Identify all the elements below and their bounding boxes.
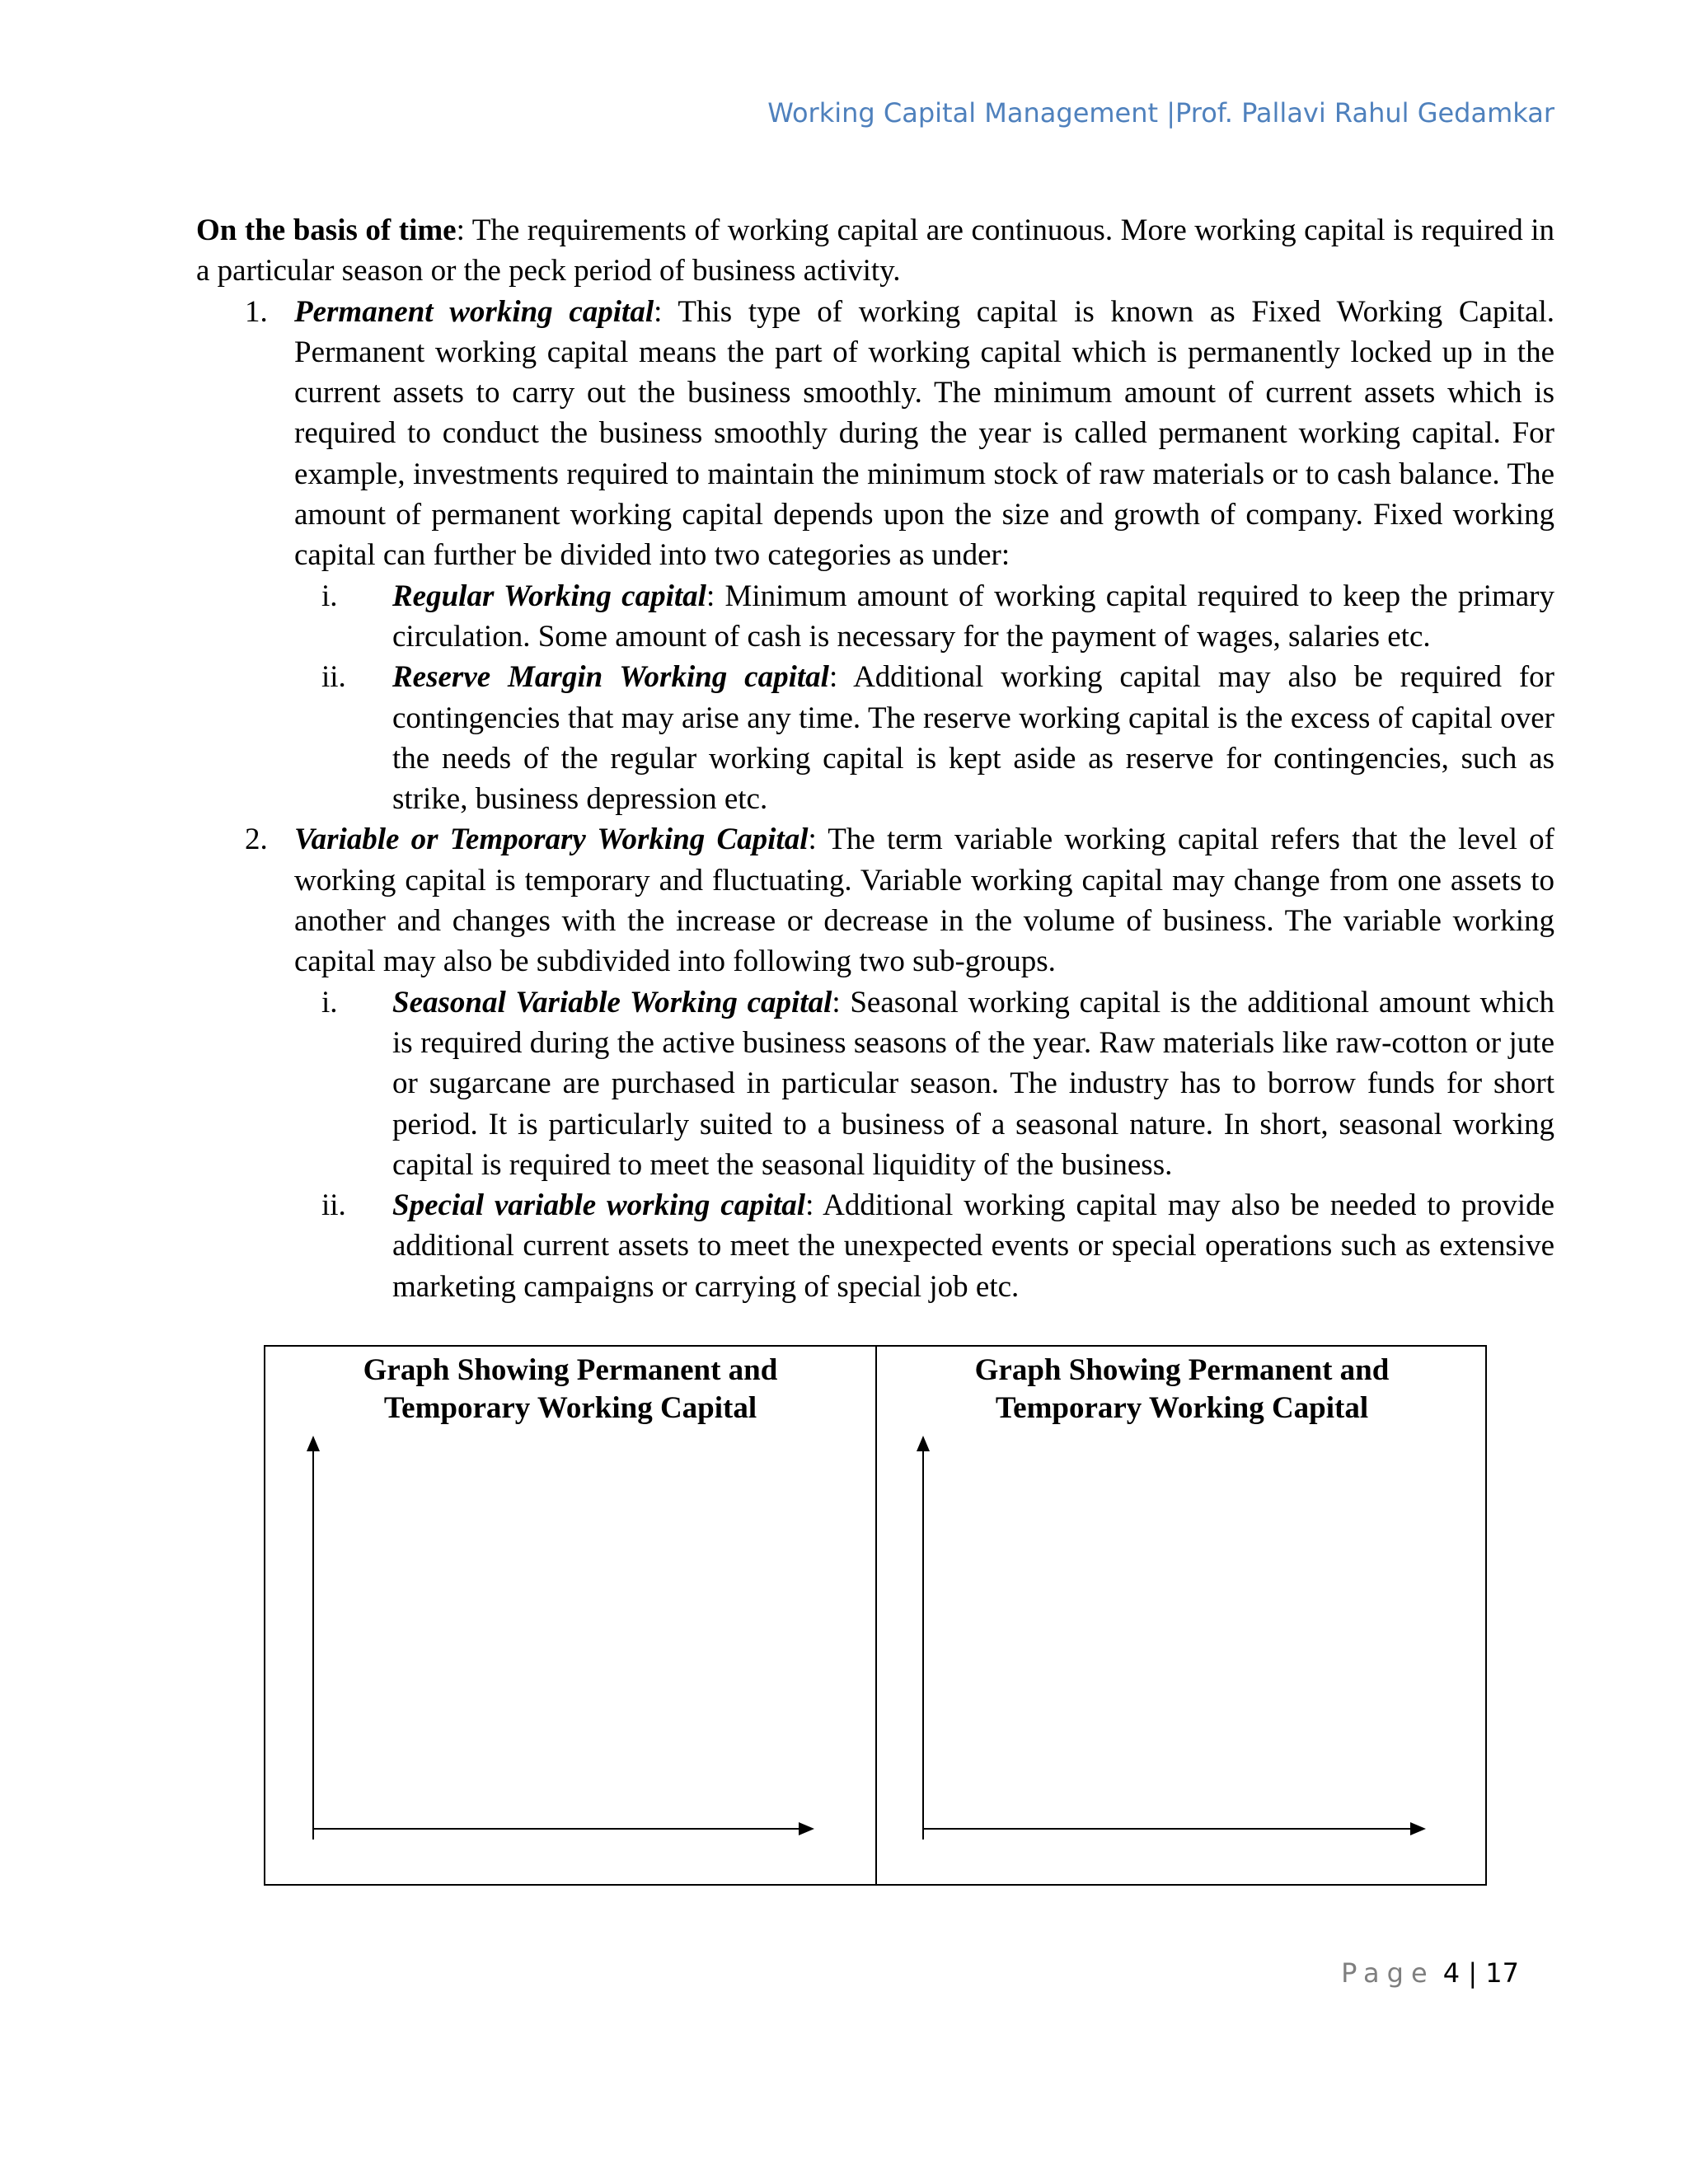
graph-title-line: Graph Showing Permanent and <box>974 1353 1390 1387</box>
page-footer <box>1341 1957 1519 1989</box>
graph-panel-left <box>265 1347 875 1884</box>
item-term: Permanent working capital <box>294 294 654 329</box>
running-header: Working Capital Management |Prof. Pallavi Rahul Gedamkar <box>767 97 1554 129</box>
page-number: 4 | 17 <box>1442 1957 1519 1989</box>
x-axis-arrowhead <box>1410 1822 1426 1835</box>
graph-title-line: Temporary Working Capital <box>383 1391 757 1425</box>
page-label: Page <box>1341 1957 1435 1989</box>
intro-text: : The requirements of working capital are continuous. More working capital is required in a particular season or the peck period of business activity. <box>196 213 1555 288</box>
subitem-seasonal <box>196 982 1554 1185</box>
subitem-term: Seasonal Variable Working capital <box>392 985 832 1019</box>
subitem-term: Regular Working capital <box>392 579 706 613</box>
sublist-marker: i. <box>321 579 338 613</box>
subitem-text: : Additional working capital may also be needed to provide additional current assets to meet the unexpected events or special operations such as extensive marketing campaigns or carrying of special job etc. <box>392 1188 1554 1304</box>
graph-axes <box>877 1347 1487 1884</box>
list-item-variable <box>196 819 1554 982</box>
list-marker: 2. <box>245 823 268 857</box>
body-text <box>196 210 1554 1307</box>
intro-term: On the basis of time <box>196 213 457 247</box>
item-text: : This type of working capital is known as Fixed Working Capital. Permanent working capital means the part of working capital which is permanently locked up in the current assets to carry out the business smoothly. The minimum amount of current assets which is required to conduct the business smoothly during the year is called permanent working capital. For example, investments required to maintain the minimum stock of raw materials or to cash balance. The amount of permanent working capital depends upon the size and growth of company. Fixed working capital can further be divided into two categories as under: <box>294 294 1554 573</box>
y-axis-arrowhead <box>917 1436 930 1451</box>
graph-table <box>264 1345 1487 1886</box>
list-item-permanent <box>196 292 1554 576</box>
subitem-term: Special variable working capital <box>392 1188 806 1223</box>
graph-title-line: Graph Showing Permanent and <box>363 1353 778 1387</box>
graph-panel-right <box>875 1347 1487 1884</box>
x-axis-arrowhead <box>799 1822 814 1835</box>
sublist-marker: ii. <box>321 1188 346 1223</box>
sublist-marker: i. <box>321 985 338 1019</box>
list-marker: 1. <box>245 294 268 329</box>
graph-title-line: Temporary Working Capital <box>995 1391 1369 1425</box>
subitem-special <box>196 1185 1554 1307</box>
subitem-text: : Seasonal working capital is the additional amount which is required during the active business seasons of the year. Raw materials like raw-cotton or jute or sugarcane are purchased in particular season. The industry has to borrow funds for short period. It is particularly suited to a business of a seasonal nature. In short, seasonal working capital is required to meet the seasonal liquidity of the business. <box>392 985 1554 1182</box>
subitem-text: : Additional working capital may also be required for contingencies that may arise any time. The reserve working capital is the excess of capital over the needs of the regular working capital is kept aside as reserve for contingencies, such as strike, business depression etc. <box>392 660 1554 817</box>
y-axis-arrowhead <box>307 1436 320 1451</box>
item-text: : The term variable working capital refers that the level of working capital is temporary and fluctuating. Variable working capital may change from one assets to another and changes with the increase or decrease in the volume of business. The variable working capital may also be subdivided into following two sub-groups. <box>294 823 1554 979</box>
graph-axes <box>265 1347 875 1884</box>
subitem-regular <box>196 576 1554 658</box>
subitem-text: : Minimum amount of working capital required to keep the primary circulation. Some amount of cash is necessary for the payment of wages, salaries etc. <box>392 579 1554 654</box>
item-term: Variable or Temporary Working Capital <box>294 823 809 857</box>
subitem-term: Reserve Margin Working capital <box>392 660 829 695</box>
intro-paragraph <box>196 210 1554 292</box>
subitem-reserve-margin <box>196 657 1554 819</box>
sublist-marker: ii. <box>321 660 346 695</box>
